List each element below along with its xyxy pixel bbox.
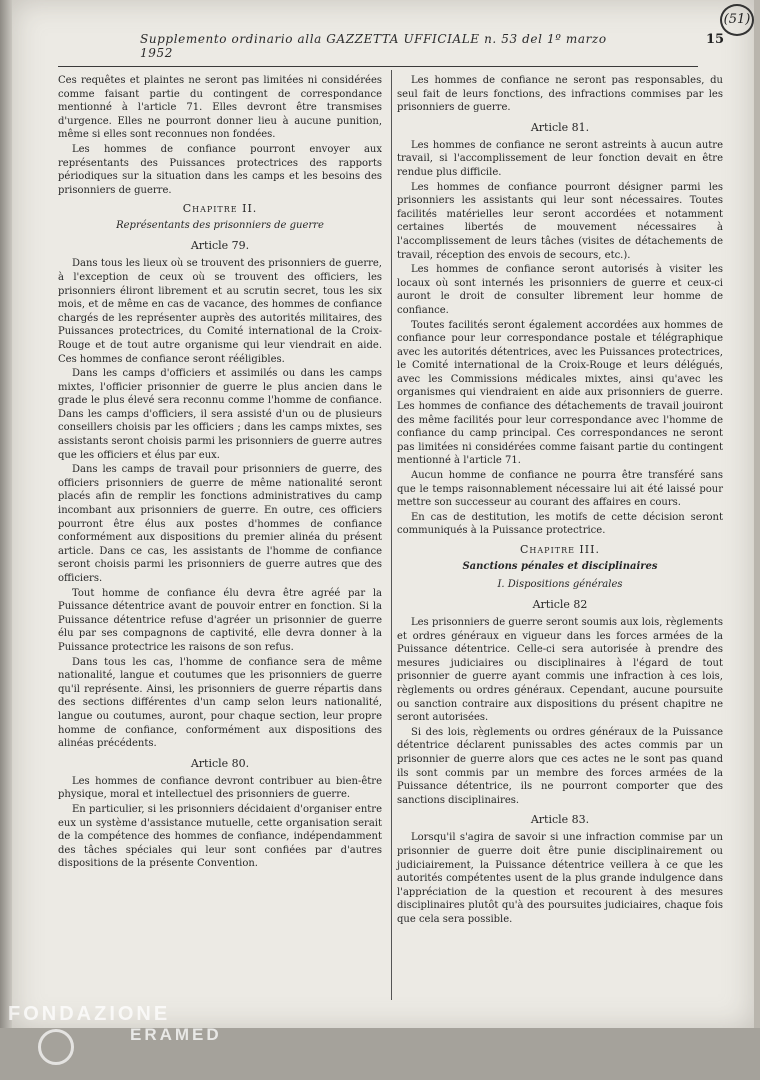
chapter-heading: Chapitre III. [520, 543, 600, 556]
paragraph: Dans les camps d'officiers et assimilés ou dans les camps mixtes, l'officier prisonnier de guerre le plus ancien dans le grade le plus élevé sera reconnu comme l'homme de confiance. Dans les camps d'officiers, il sera assisté d'un ou de plusieurs conseillers choisis par les officiers ; dans les camps mixtes, ses assistants seront choisis parmi les prisonniers de guerre autres que les officiers et élus par eux. [58, 368, 382, 461]
article-heading: Article 83. [530, 813, 590, 827]
article-heading: Article 81. [530, 120, 590, 134]
paragraph: Si des lois, règlements ou ordres généraux de la Puissance détentrice déclarent punissables des actes commis par un prisonnier de guerre alors que ces actes ne le sont pas quand ils sont commis par un membre des forces armées de la Puissance détentrice, ils ne pourront comporter que des sanctions disciplinaires. [397, 726, 723, 806]
paragraph: Les hommes de confiance pourront désigner parmi les prisonniers les assistants qui leur sont nécessaires. Toutes facilités matérielles leur seront accordées et notamment certaines libertés de mouvement nécessaires à l'accomplissement de leurs tâches (visites de détachements de travail, réception des envois de secours, etc.). [397, 181, 723, 261]
archive-watermark [8, 1003, 258, 1063]
watermark-text-secondary: ERAMED [130, 1025, 222, 1044]
chapter-subtitle: Sanctions pénales et disciplinaires [462, 561, 658, 572]
paragraph: Les hommes de confiance ne seront astreints à aucun autre travail, si l'accomplissement de leur fonction devait en être rendue plus difficile. [397, 139, 723, 178]
watermark-logo-icon [38, 1029, 74, 1065]
paragraph: Les hommes de confiance seront autorisés à visiter les locaux où sont internés les prisonniers de guerre et ceux-ci auront le droit de consulter librement leur homme de confiance. [397, 264, 723, 316]
paragraph: Les prisonniers de guerre seront soumis aux lois, règlements et ordres généraux en vigueur dans les forces armées de la Puissance détentrice. Celle-ci sera autorisée à prendre des mesures judiciaires ou disciplinaires à l'égard de tout prisonnier de guerre ayant commis une infraction à ces lois, règlements ou ordres généraux. Cependant, aucune poursuite ou sanction contraire aux dispositions du présent chapitre ne seront autorisées. [397, 617, 723, 724]
article-heading: Article 80. [190, 756, 250, 770]
paragraph: En particulier, si les prisonniers décidaient d'organiser entre eux un système d'assistance mutuelle, cette organisation serait de la compétence des hommes de confiance, indépendamment des tâches spéciales qui leur sont confiées par d'autres dispositions de la présente Convention. [58, 803, 382, 870]
paragraph: Les hommes de confiance pourront envoyer aux représentants des Puissances protectrices des rapports périodiques sur la situation dans les camps et les besoins des prisonniers de guerre. [58, 143, 382, 196]
paragraph: Tout homme de confiance élu devra être agréé par la Puissance détentrice avant de pouvoir entrer en fonction. Si la Puissance détentrice refuse d'agréer un prisonnier de guerre élu par ses compagnons de captivité, elle devra donner à la Puissance protectrice les raisons de son refus. [58, 587, 382, 653]
paragraph: Dans tous les cas, l'homme de confiance sera de même nationalité, langue et coutumes que les prisonniers de guerre qu'il représente. Ainsi, les prisonniers de guerre répartis dans des sections différentes d'un camp selon leurs nationalité, langue ou coutumes, auront, pour chaque section, leur propre homme de confiance, conformément aux dispositions des alinéas précédents. [58, 656, 382, 750]
page-number: 15 [706, 32, 725, 47]
handwritten-page-stamp: (51) [720, 4, 754, 36]
watermark-text: FONDAZIONE [8, 1003, 171, 1025]
header-rule [58, 66, 698, 67]
column-divider [391, 70, 392, 1000]
left-column [58, 74, 382, 872]
chapter-subtitle: Représentants des prisonniers de guerre [116, 220, 324, 232]
paragraph: Ces requêtes et plaintes ne seront pas limitées ni considérées comme faisant partie du contingent de correspondance mentionné à l'article 71. Elles devront être transmises d'urgence. Elles ne pourront donner lieu à aucune punition, même si elles sont reconnues non fondées. [58, 75, 382, 141]
paragraph: Toutes facilités seront également accordées aux hommes de confiance pour leur correspondance postale et télégraphique avec les autorités détentrices, avec les Puissances protectrices, le Comité international de la Croix-Rouge et leurs délégués, avec les Commissions médicales mixtes, ainsi qu'avec les organismes qui viendraient en aide aux prisonniers de guerre. Les hommes de confiance des détachements de travail jouiront des même facilités pour leur correspondance avec l'homme de confiance du camp principal. Ces correspondances ne seront pas limitées ni considérées comme faisant partie du contingent mentionné à l'article 71. [397, 319, 723, 467]
article-heading: Article 82 [532, 598, 588, 611]
paragraph: Dans les camps de travail pour prisonniers de guerre, des officiers prisonniers de guerre de même nationalité seront placés afin de remplir les fonctions administratives du camp incombant aux prisonniers de guerre. En outre, ces officiers pourront être élus aux postes d'hommes de confiance conformément aux dispositions du premier alinéa du présent article. Dans ce cas, les assistants de l'homme de confiance seront choisis parmi les prisonniers de guerre autres que des officiers. [58, 464, 382, 584]
paragraph: Aucun homme de confiance ne pourra être transféré sans que le temps raisonnablement nécessaire lui ait été laissé pour mettre son successeur au courant des affaires en cours. [397, 470, 723, 509]
paragraph: Lorsqu'il s'agira de savoir si une infraction commise par un prisonnier de guerre doit être punie disciplinairement ou judiciairement, la Puissance détentrice veillera à ce que les autorités compétentes usent de la plus grande indulgence dans l'appréciation de la question et recourent à des mesures disciplinaires plutôt qu'à des poursuites judiciaires, chaque fois que cela sera possible. [397, 832, 723, 925]
section-heading: I. Dispositions générales [497, 579, 623, 590]
paragraph: Dans tous les lieux où se trouvent des prisonniers de guerre, à l'exception de ceux où se trouvent des officiers, les prisonniers éliront librement et au scrutin secret, tous les six mois, et de même en cas de vacance, des hommes de confiance chargés de les représenter auprès des autorités militaires, des Puissances protectrices, du Comité international de la Croix-Rouge et de tout autre organisme qui leur viendrait en aide. Ces hommes de confiance seront rééligibles. [58, 258, 382, 365]
paragraph: En cas de destitution, les motifs de cette décision seront communiqués à la Puissance protectrice. [397, 511, 723, 537]
paragraph: Les hommes de confiance devront contribuer au bien-être physique, moral et intellectuel des prisonniers de guerre. [58, 775, 382, 801]
article-heading: Article 79. [190, 239, 250, 253]
right-column [397, 74, 723, 927]
page-header-title: Supplemento ordinario alla GAZZETTA UFFICIALE n. 53 del 1º marzo 1952 [140, 32, 607, 60]
chapter-heading: Chapitre II. [182, 202, 258, 216]
paragraph: Les hommes de confiance ne seront pas responsables, du seul fait de leurs fonctions, des infractions commises par les prisonniers de guerre. [397, 75, 723, 114]
page-edge-shadow [0, 0, 12, 1080]
